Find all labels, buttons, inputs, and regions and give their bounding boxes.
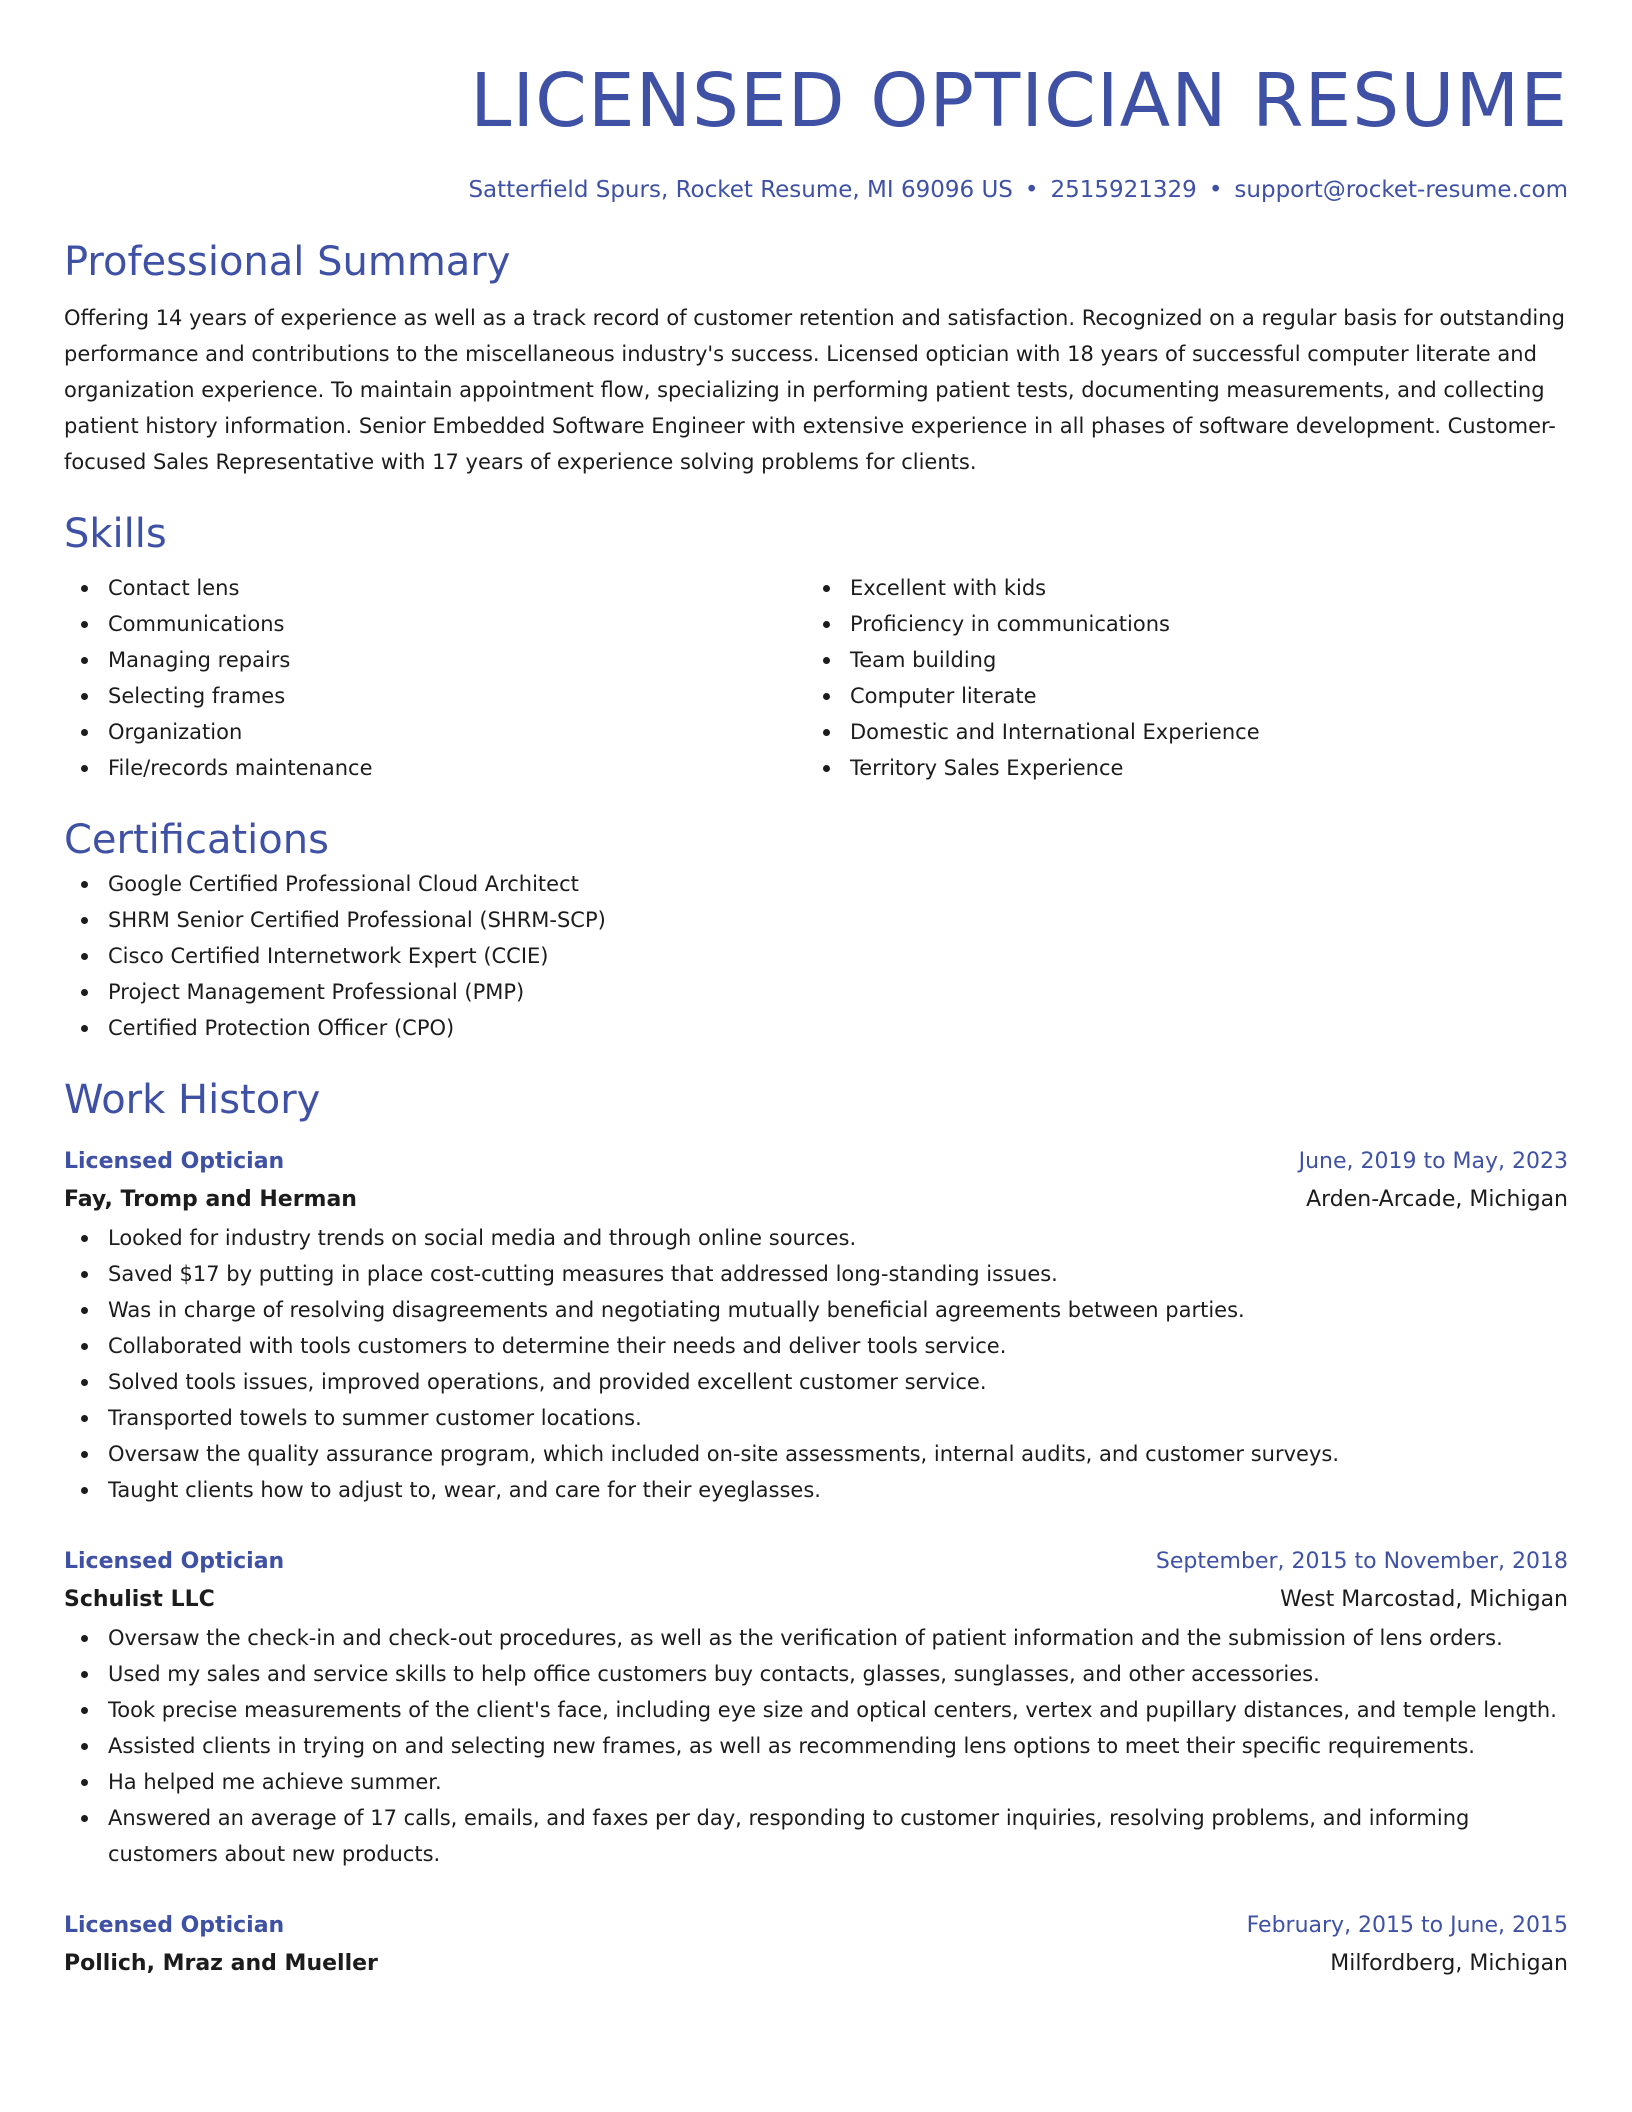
contact-separator: • (1208, 177, 1223, 203)
job-company-row (64, 1944, 1568, 1984)
skill-item: Contact lens (108, 570, 806, 606)
job-bullet: Assisted clients in trying on and selecting new frames, as well as recommending lens options to meet their specific requirements. (108, 1728, 1568, 1764)
job-company-row (64, 1180, 1568, 1220)
skill-item: Team building (850, 642, 1548, 678)
job-company-row (64, 1580, 1568, 1620)
job-location: Arden-Arcade, Michigan (1306, 1187, 1568, 1212)
skills-list-right (806, 570, 1548, 786)
skill-item: Proficiency in communications (850, 606, 1548, 642)
job-dates: September, 2015 to November, 2018 (1155, 1549, 1568, 1574)
job-entry (64, 1544, 1568, 1872)
skill-item: Computer literate (850, 678, 1548, 714)
skill-item: Excellent with kids (850, 570, 1548, 606)
skills-grid (64, 570, 1568, 786)
skill-item: Selecting frames (108, 678, 806, 714)
certification-item: Project Management Professional (PMP) (108, 974, 1568, 1010)
job-bullet: Collaborated with tools customers to determine their needs and deliver tools service. (108, 1328, 1568, 1364)
job-bullet: Solved tools issues, improved operations, and provided excellent customer service. (108, 1364, 1568, 1400)
skills-list-left (64, 570, 806, 786)
job-dates: February, 2015 to June, 2015 (1246, 1913, 1568, 1938)
skill-item: Organization (108, 714, 806, 750)
job-bullet: Oversaw the quality assurance program, which included on-site assessments, internal audits, and customer surveys. (108, 1436, 1568, 1472)
contact-email: support@rocket-resume.com (1234, 177, 1568, 203)
skill-item: Domestic and International Experience (850, 714, 1548, 750)
job-title: Licensed Optician (64, 1913, 285, 1938)
job-bullet: Taught clients how to adjust to, wear, and care for their eyeglasses. (108, 1472, 1568, 1508)
job-entry (64, 1144, 1568, 1508)
job-bullet: Used my sales and service skills to help office customers buy contacts, glasses, sunglasses, and other accessories. (108, 1656, 1568, 1692)
certification-item: Cisco Certified Internetwork Expert (CCIE) (108, 938, 1568, 974)
job-bullet: Took precise measurements of the client's face, including eye size and optical centers, vertex and pupillary distances, and temple length. (108, 1692, 1568, 1728)
job-location: West Marcostad, Michigan (1280, 1587, 1568, 1612)
contact-phone: 2515921329 (1050, 177, 1197, 203)
skill-item: Communications (108, 606, 806, 642)
summary-heading: Professional Summary (64, 239, 511, 285)
certification-item: Google Certified Professional Cloud Architect (108, 866, 1568, 902)
job-header-row (64, 1144, 1568, 1180)
job-location: Milfordberg, Michigan (1330, 1951, 1568, 1976)
skills-column-left (64, 570, 806, 786)
job-title: Licensed Optician (64, 1149, 285, 1174)
job-bullet: Was in charge of resolving disagreements and negotiating mutually beneficial agreements between parties. (108, 1292, 1568, 1328)
job-company: Fay, Tromp and Herman (64, 1187, 357, 1212)
certification-item: SHRM Senior Certified Professional (SHRM-SCP) (108, 902, 1568, 938)
job-company: Schulist LLC (64, 1587, 215, 1612)
certifications-list (64, 866, 1568, 1046)
contact-address: Satterfield Spurs, Rocket Resume, MI 69096 US (468, 177, 1013, 203)
skill-item: File/records maintenance (108, 750, 806, 786)
job-bullet: Transported towels to summer customer locations. (108, 1400, 1568, 1436)
work-history-heading: Work History (64, 1077, 321, 1123)
job-bullet: Oversaw the check-in and check-out procedures, as well as the verification of patient information and the submission of lens orders. (108, 1620, 1568, 1656)
job-bullet: Looked for industry trends on social media and through online sources. (108, 1220, 1568, 1256)
contact-separator: • (1024, 177, 1039, 203)
job-bullets (64, 1220, 1568, 1508)
skills-heading: Skills (64, 511, 167, 557)
summary-text: Offering 14 years of experience as well as a track record of customer retention and satisfaction. Recognized on a regular basis for outstanding performance and contributions to the miscellaneous industry's success. Licensed optician with 18 years of successful computer literate and organization experience. To maintain appointment flow, specializing in performing patient tests, documenting measurements, and collecting patient history information. Senior Embedded Software Engineer with extensive experience in all phases of software development. Customer-focused Sales Representative with 17 years of experience solving problems for clients. (64, 306, 1565, 474)
skills-column-right (806, 570, 1548, 786)
job-bullet: Saved $17 by putting in place cost-cutting measures that addressed long-standing issues. (108, 1256, 1568, 1292)
certification-item: Certified Protection Officer (CPO) (108, 1010, 1568, 1046)
contact-line (64, 172, 1568, 208)
job-title: Licensed Optician (64, 1549, 285, 1574)
job-bullets (64, 1620, 1568, 1872)
job-bullet: Ha helped me achieve summer. (108, 1764, 1568, 1800)
skill-item: Managing repairs (108, 642, 806, 678)
certifications-heading: Certifications (64, 817, 329, 863)
resume-title: LICENSED OPTICIAN RESUME (470, 58, 1568, 144)
job-entry (64, 1908, 1568, 1984)
job-header-row (64, 1908, 1568, 1944)
job-company: Pollich, Mraz and Mueller (64, 1951, 378, 1976)
job-dates: June, 2019 to May, 2023 (1298, 1149, 1568, 1174)
skill-item: Territory Sales Experience (850, 750, 1548, 786)
job-header-row (64, 1544, 1568, 1580)
job-bullet: Answered an average of 17 calls, emails, and faxes per day, responding to customer inquiries, resolving problems, and informing customers about new products. (108, 1800, 1568, 1872)
